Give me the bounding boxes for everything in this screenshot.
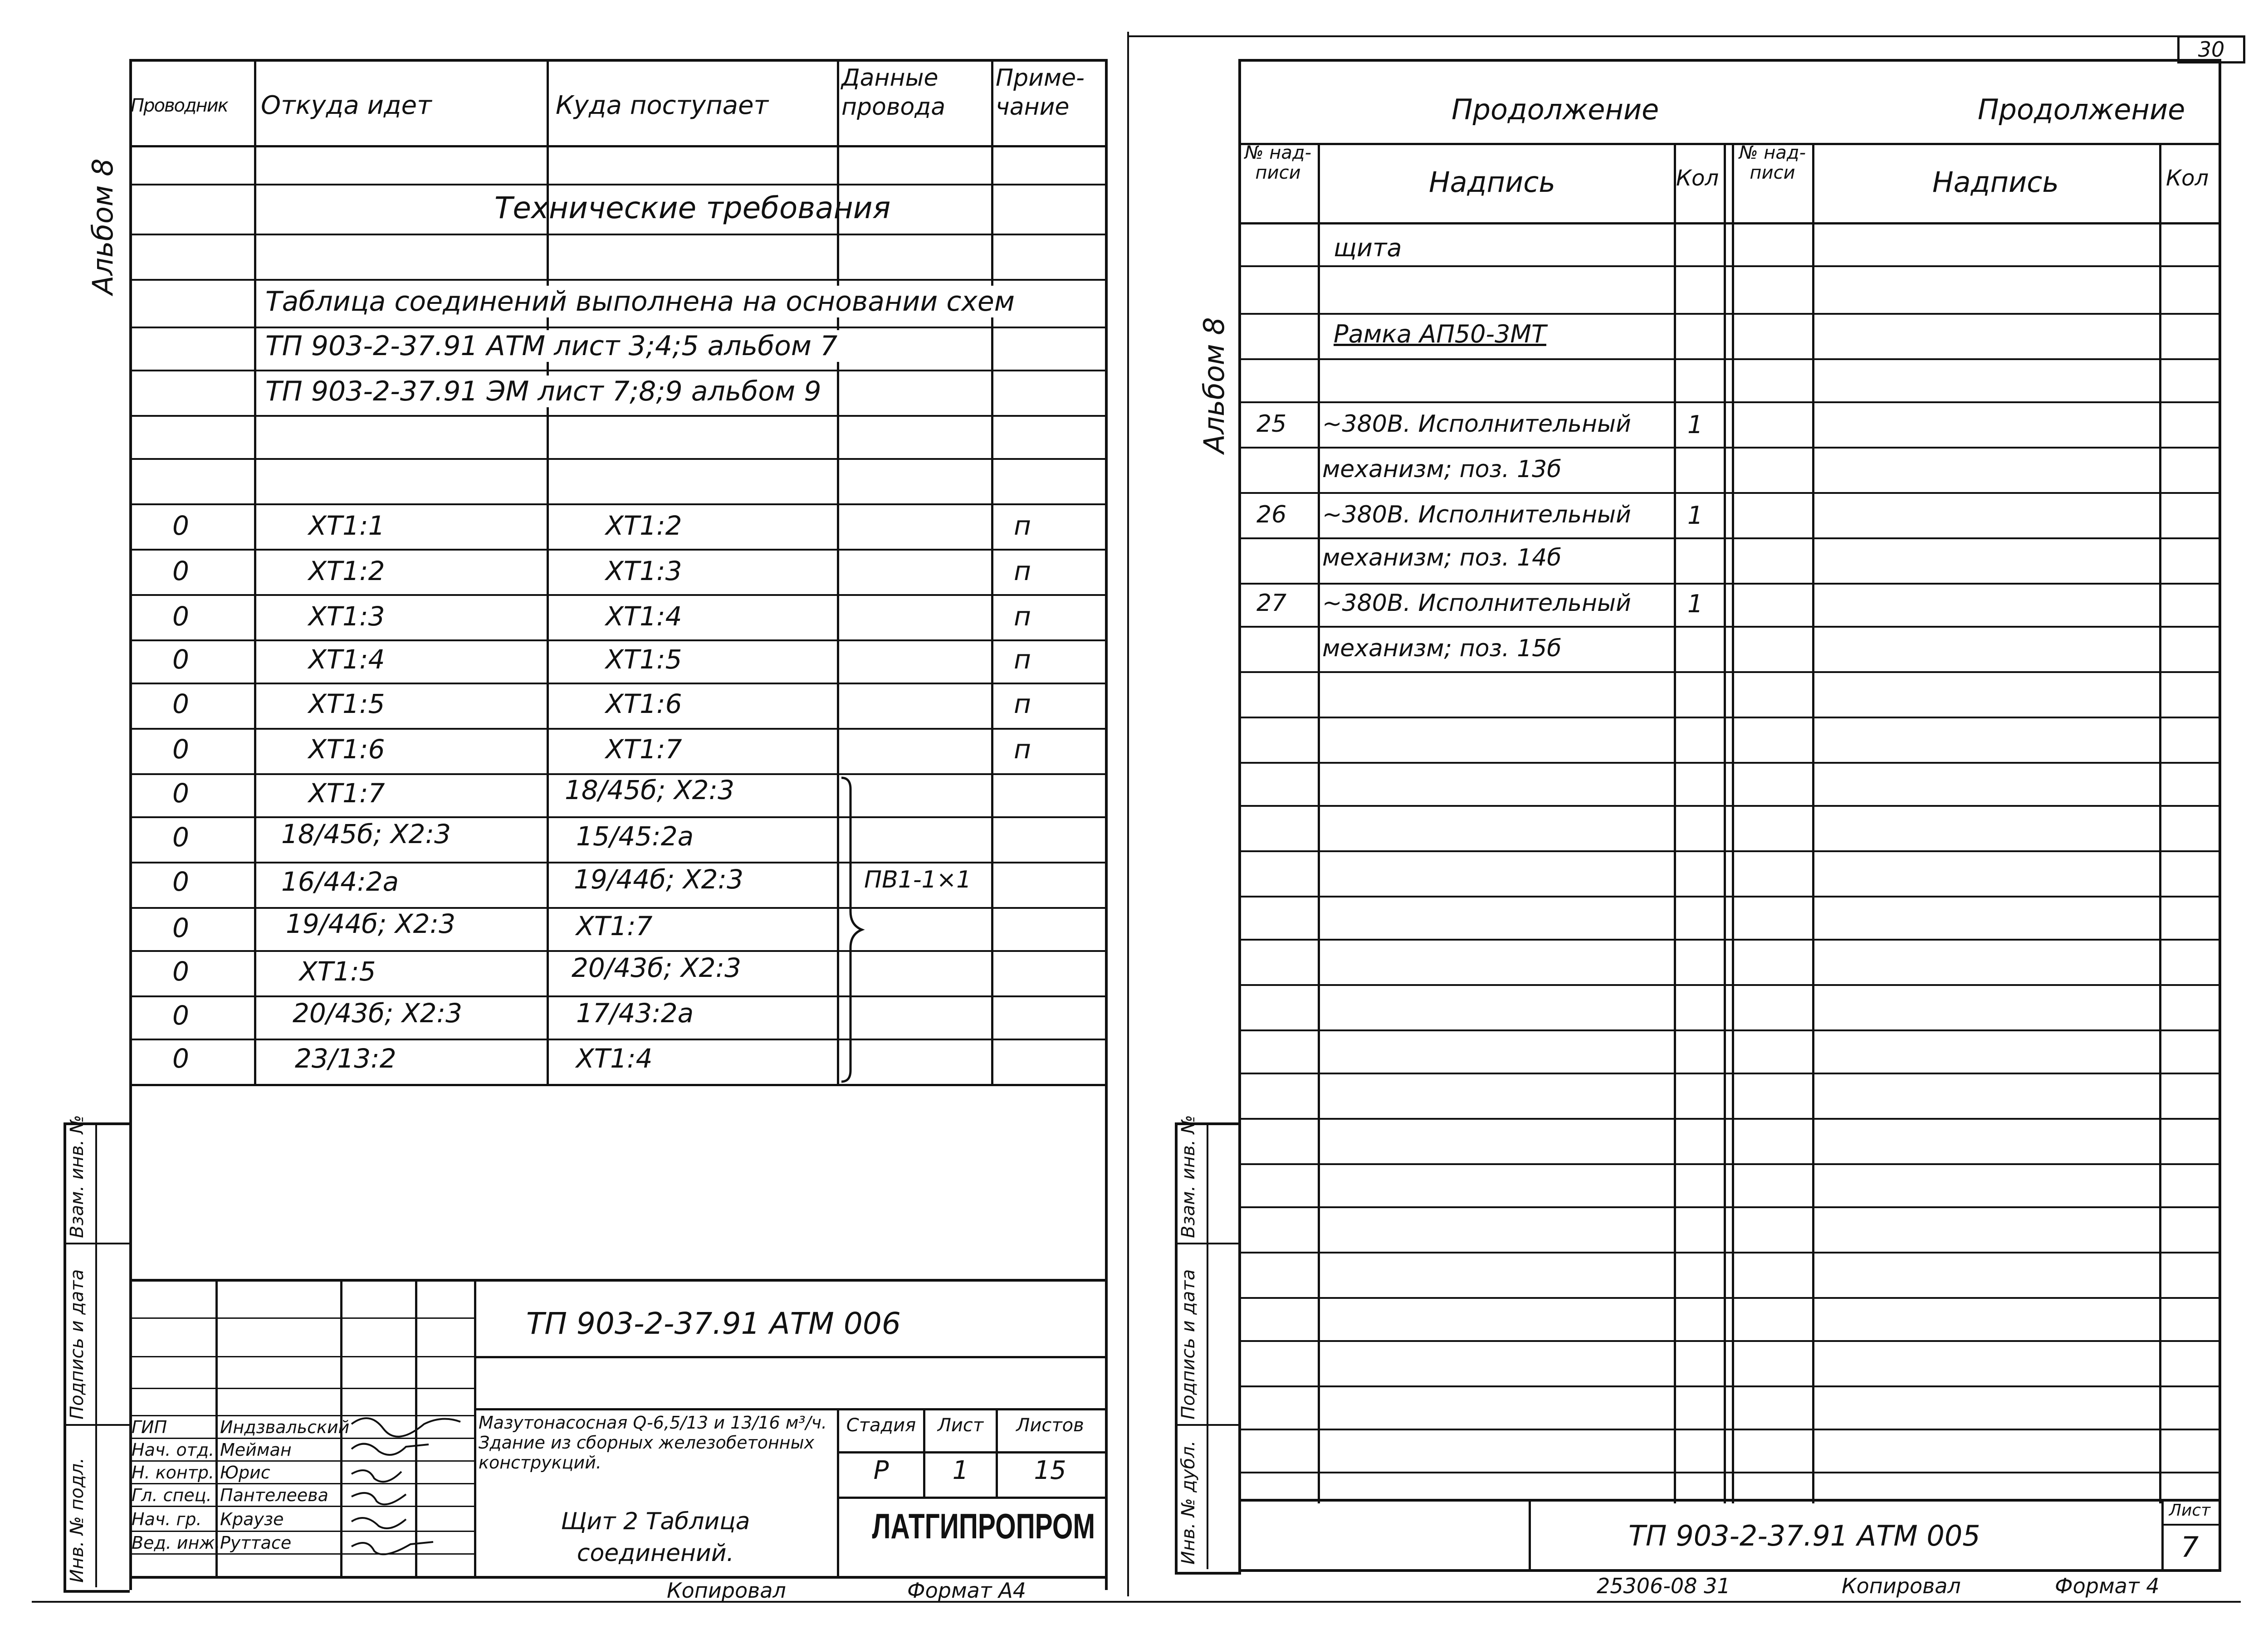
right-album-label: Альбом 8 bbox=[1198, 317, 1231, 454]
header-wire-data: Данные провода bbox=[841, 64, 946, 121]
tb-sheet-title: Щит 2 Таблица соединений. bbox=[561, 1508, 750, 1567]
row-to: XT1:7 bbox=[576, 911, 653, 941]
row-line bbox=[129, 234, 1105, 235]
stamp-replace: Взам. инв. № bbox=[67, 1115, 88, 1238]
r-row-line bbox=[1238, 358, 2219, 360]
tb-stage-label: Стадия bbox=[846, 1415, 916, 1436]
r-tb-sheet-label: Лист bbox=[2169, 1501, 2211, 1520]
row-line bbox=[129, 816, 1105, 818]
row-line bbox=[129, 458, 1105, 460]
r-row-qty: 1 bbox=[1687, 410, 1703, 439]
r-row-line bbox=[1238, 1206, 2219, 1208]
r-row-line bbox=[1238, 1118, 2219, 1120]
r-header-qty-2: Кол bbox=[2166, 166, 2209, 191]
row-note: п bbox=[1014, 601, 1031, 632]
right-header-bottom bbox=[1238, 222, 2219, 224]
row-from: 16/44:2а bbox=[281, 866, 399, 897]
r-row-line bbox=[1238, 626, 2219, 628]
bottom-edge bbox=[32, 1601, 2241, 1603]
tb-line bbox=[837, 1497, 1105, 1499]
r-row-num: 25 bbox=[1256, 410, 1287, 438]
row-to: 20/43б; X2:3 bbox=[572, 952, 741, 983]
col-line-4 bbox=[991, 59, 993, 1086]
row-line bbox=[129, 184, 1105, 185]
row-wire: 0 bbox=[172, 734, 189, 765]
row-wire: 0 bbox=[172, 1043, 189, 1074]
r-header-num-1: № над-писи bbox=[1244, 142, 1312, 183]
r-row-line bbox=[1238, 401, 2219, 403]
row-wire: 0 bbox=[172, 1000, 189, 1031]
stamp-inv: Инв. № подл. bbox=[67, 1458, 88, 1583]
row-wire: 0 bbox=[172, 688, 189, 719]
row-line bbox=[129, 1039, 1105, 1040]
r-col bbox=[1724, 143, 1726, 1503]
r-col bbox=[2159, 143, 2161, 1503]
right-header-top bbox=[1238, 143, 2219, 145]
row-line bbox=[129, 327, 1105, 328]
row-wire: 0 bbox=[172, 510, 189, 541]
row-from: XT1:4 bbox=[308, 644, 385, 675]
r-row-text: ~380В. Исполнительный bbox=[1322, 590, 1631, 617]
note-line-2: ТП 903-2-37.91 АТМ лист 3;4;5 альбом 7 bbox=[265, 330, 840, 362]
row-line bbox=[129, 279, 1105, 281]
r-row-line bbox=[1238, 850, 2219, 852]
row-line bbox=[129, 907, 1105, 909]
row-from: 19/44б; X2:3 bbox=[286, 908, 455, 939]
cont-left: Продолжение bbox=[1452, 93, 1659, 126]
r-row-line bbox=[1238, 1297, 2219, 1299]
row-line bbox=[129, 950, 1105, 952]
tb-line bbox=[474, 1356, 1105, 1358]
stamp-line bbox=[1207, 1122, 1208, 1569]
r-row-text: щита bbox=[1334, 234, 1402, 262]
right-frame bbox=[1238, 59, 2221, 1572]
r-col bbox=[1318, 143, 1320, 1503]
page-number: 30 bbox=[2198, 37, 2225, 62]
r-row-line bbox=[1238, 1385, 2219, 1387]
tb-role-2: Н. контр. bbox=[132, 1463, 215, 1483]
tb-sheet: 1 bbox=[952, 1456, 969, 1485]
row-line bbox=[129, 862, 1105, 863]
tb-copied: Копировал bbox=[667, 1578, 786, 1603]
title-block-top bbox=[129, 1279, 1105, 1282]
tb-line bbox=[837, 1451, 1105, 1454]
r-row-line bbox=[1238, 939, 2219, 941]
tb-name-0: Индзвальский bbox=[220, 1417, 350, 1437]
row-wire: 0 bbox=[172, 778, 189, 809]
r-header-text-1: Надпись bbox=[1429, 166, 1555, 199]
r-row-line bbox=[1238, 1163, 2219, 1165]
row-line bbox=[129, 683, 1105, 684]
row-to: XT1:4 bbox=[606, 601, 682, 632]
row-to: 17/43:2а bbox=[576, 998, 694, 1029]
r-row-line bbox=[1238, 313, 2219, 315]
row-from: 23/13:2 bbox=[295, 1043, 396, 1074]
row-from: 20/43б; X2:3 bbox=[293, 998, 462, 1029]
row-line bbox=[129, 549, 1105, 551]
row-note: п bbox=[1014, 688, 1031, 719]
stamp-line bbox=[1175, 1424, 1241, 1426]
r-row-line bbox=[1238, 537, 2219, 539]
r-tb-vline bbox=[1529, 1499, 1531, 1571]
row-from: XT1:1 bbox=[308, 510, 385, 541]
tb-sheets-label: Листов bbox=[1016, 1415, 1084, 1436]
r-row-num: 26 bbox=[1256, 501, 1287, 528]
r-stamp-sign: Подпись и дата bbox=[1178, 1269, 1199, 1419]
tb-line bbox=[129, 1388, 474, 1389]
r-format: Формат 4 bbox=[2055, 1574, 2160, 1598]
note-line-3: ТП 903-2-37.91 ЭМ лист 7;8;9 альбом 9 bbox=[265, 376, 824, 407]
r-col bbox=[1812, 143, 1814, 1503]
r-row-line bbox=[1238, 1029, 2219, 1031]
row-from: XT1:7 bbox=[308, 778, 385, 809]
row-to: XT1:6 bbox=[606, 688, 682, 719]
header-wire: Проводник bbox=[131, 95, 228, 116]
row-wire: 0 bbox=[172, 912, 189, 943]
r-tb-line bbox=[2161, 1524, 2219, 1526]
row-from: XT1:5 bbox=[299, 956, 376, 987]
tb-project: Мазутонасосная Q-6,5/13 и 13/16 м³/ч. Здание из сборных железобетонных конструкций. bbox=[479, 1413, 827, 1473]
r-row-text: Рамка АП50-3МТ bbox=[1334, 320, 1546, 348]
r-row-text: механизм; поз. 13б bbox=[1322, 456, 1562, 483]
row-note: п bbox=[1014, 556, 1031, 586]
stamp-line bbox=[95, 1122, 97, 1587]
r-row-text: механизм; поз. 14б bbox=[1322, 544, 1562, 571]
signatures bbox=[342, 1410, 483, 1574]
r-row-line bbox=[1238, 583, 2219, 585]
tb-role-3: Гл. спец. bbox=[132, 1485, 212, 1505]
row-to: 15/45:2а bbox=[576, 821, 694, 852]
r-footer-num: 25306-08 31 bbox=[1597, 1574, 1730, 1598]
tb-role-0: ГИП bbox=[132, 1417, 167, 1437]
row-from: XT1:2 bbox=[308, 556, 385, 586]
r-tb-code: ТП 903-2-37.91 АТМ 005 bbox=[1628, 1519, 1980, 1552]
row-wire: 0 bbox=[172, 866, 189, 897]
stamp-line bbox=[64, 1243, 129, 1244]
header-note: Приме-чание bbox=[996, 64, 1085, 121]
r-row-line bbox=[1238, 492, 2219, 494]
row-note: п bbox=[1014, 734, 1031, 765]
r-row-line bbox=[1238, 762, 2219, 764]
r-row-text: ~380В. Исполнительный bbox=[1322, 410, 1631, 438]
stamp-line bbox=[1175, 1243, 1241, 1244]
r-header-text-2: Надпись bbox=[1932, 166, 2059, 199]
row-to: XT1:7 bbox=[606, 734, 682, 765]
r-row-line bbox=[1238, 896, 2219, 897]
r-row-line bbox=[1238, 1073, 2219, 1074]
row-to: 19/44б; X2:3 bbox=[574, 864, 743, 895]
row-line bbox=[129, 728, 1105, 730]
row-line bbox=[129, 1084, 1105, 1086]
header-from: Откуда идет bbox=[261, 91, 432, 120]
tb-name-4: Краузе bbox=[220, 1509, 284, 1529]
row-line bbox=[129, 415, 1105, 417]
wire-brace bbox=[839, 776, 866, 1084]
row-note: п bbox=[1014, 644, 1031, 675]
r-col bbox=[1732, 143, 1734, 1503]
sheet-divider bbox=[1127, 32, 1129, 1596]
tb-format: Формат А4 bbox=[907, 1578, 1026, 1603]
row-wire: 0 bbox=[172, 601, 189, 632]
tech-title: Технические требования bbox=[494, 190, 891, 225]
r-row-line bbox=[1238, 1340, 2219, 1342]
row-from: XT1:3 bbox=[308, 601, 385, 632]
r-row-text: механизм; поз. 15б bbox=[1322, 635, 1562, 662]
tb-name-3: Пантелеева bbox=[220, 1485, 328, 1505]
row-from: XT1:5 bbox=[308, 688, 385, 719]
tb-sheets: 15 bbox=[1034, 1456, 1066, 1485]
r-header-qty-1: Кол bbox=[1676, 166, 1719, 191]
r-col bbox=[1674, 143, 1676, 1503]
r-row-qty: 1 bbox=[1687, 590, 1703, 618]
row-to: 18/45б; X2:3 bbox=[565, 775, 734, 805]
row-to: XT1:5 bbox=[606, 644, 682, 675]
col-line-1 bbox=[254, 59, 256, 1086]
tb-role-1: Нач. отд. bbox=[132, 1440, 215, 1460]
tb-line bbox=[129, 1317, 474, 1319]
r-row-line bbox=[1238, 1472, 2219, 1473]
r-row-line bbox=[1238, 984, 2219, 986]
row-line bbox=[129, 503, 1105, 505]
r-row-text: ~380В. Исполнительный bbox=[1322, 501, 1631, 528]
r-row-qty: 1 bbox=[1687, 501, 1703, 530]
r-title-bottom bbox=[1238, 1569, 2219, 1572]
tb-sheet-label: Лист bbox=[937, 1415, 984, 1436]
r-title-top bbox=[1238, 1499, 2219, 1502]
r-row-line bbox=[1238, 1252, 2219, 1254]
tb-org: ЛАТГИПРОПРОМ bbox=[872, 1506, 1095, 1546]
r-copied: Копировал bbox=[1842, 1574, 1961, 1598]
row-wire: 0 bbox=[172, 956, 189, 987]
r-row-line bbox=[1238, 265, 2219, 267]
row-wire: 0 bbox=[172, 556, 189, 586]
tb-line bbox=[474, 1408, 1105, 1410]
r-tb-sheet: 7 bbox=[2180, 1531, 2199, 1564]
row-note: п bbox=[1014, 510, 1031, 541]
r-row-num: 27 bbox=[1256, 590, 1287, 617]
tb-code: ТП 903-2-37.91 АТМ 006 bbox=[526, 1306, 901, 1341]
row-from: XT1:6 bbox=[308, 734, 385, 765]
r-row-line bbox=[1238, 717, 2219, 718]
tb-line bbox=[129, 1356, 474, 1357]
top-edge-right bbox=[1127, 35, 2241, 37]
r-row-line bbox=[1238, 671, 2219, 673]
row-wire: 0 bbox=[172, 644, 189, 675]
header-to: Куда поступает bbox=[556, 91, 769, 120]
row-to: XT1:2 bbox=[606, 510, 682, 541]
row-wire: 0 bbox=[172, 822, 189, 853]
header-bottom-line bbox=[129, 145, 1105, 147]
tb-name-1: Мейман bbox=[220, 1440, 292, 1460]
tb-name-5: Руттасе bbox=[220, 1533, 292, 1553]
r-row-line bbox=[1238, 447, 2219, 449]
r-header-num-2: № над-писи bbox=[1739, 142, 1806, 183]
tb-stage: Р bbox=[873, 1456, 889, 1485]
row-line bbox=[129, 995, 1105, 997]
row-line bbox=[129, 594, 1105, 596]
wire-data-label: ПВ1-1×1 bbox=[864, 866, 972, 893]
row-to: XT1:4 bbox=[576, 1043, 653, 1074]
note-line-1: Таблица соединений выполнена на основании схем bbox=[265, 286, 1017, 317]
tb-role-5: Вед. инж. bbox=[132, 1533, 220, 1553]
stamp-line bbox=[64, 1424, 129, 1426]
r-stamp-inv: Инв. № дубл. bbox=[1178, 1440, 1199, 1565]
row-to: XT1:3 bbox=[606, 556, 682, 586]
row-line bbox=[129, 370, 1105, 371]
r-row-line bbox=[1238, 1429, 2219, 1430]
stamp-sign: Подпись и дата bbox=[67, 1269, 88, 1419]
r-row-line bbox=[1238, 805, 2219, 807]
left-album-label: Альбом 8 bbox=[86, 158, 119, 295]
row-from: 18/45б; X2:3 bbox=[281, 819, 451, 849]
r-stamp-replace: Взам. инв. № bbox=[1178, 1115, 1199, 1238]
tb-role-4: Нач. гр. bbox=[132, 1509, 202, 1529]
tb-name-2: Юрис bbox=[220, 1463, 270, 1483]
row-line bbox=[129, 639, 1105, 641]
cont-right: Продолжение bbox=[1978, 93, 2185, 126]
